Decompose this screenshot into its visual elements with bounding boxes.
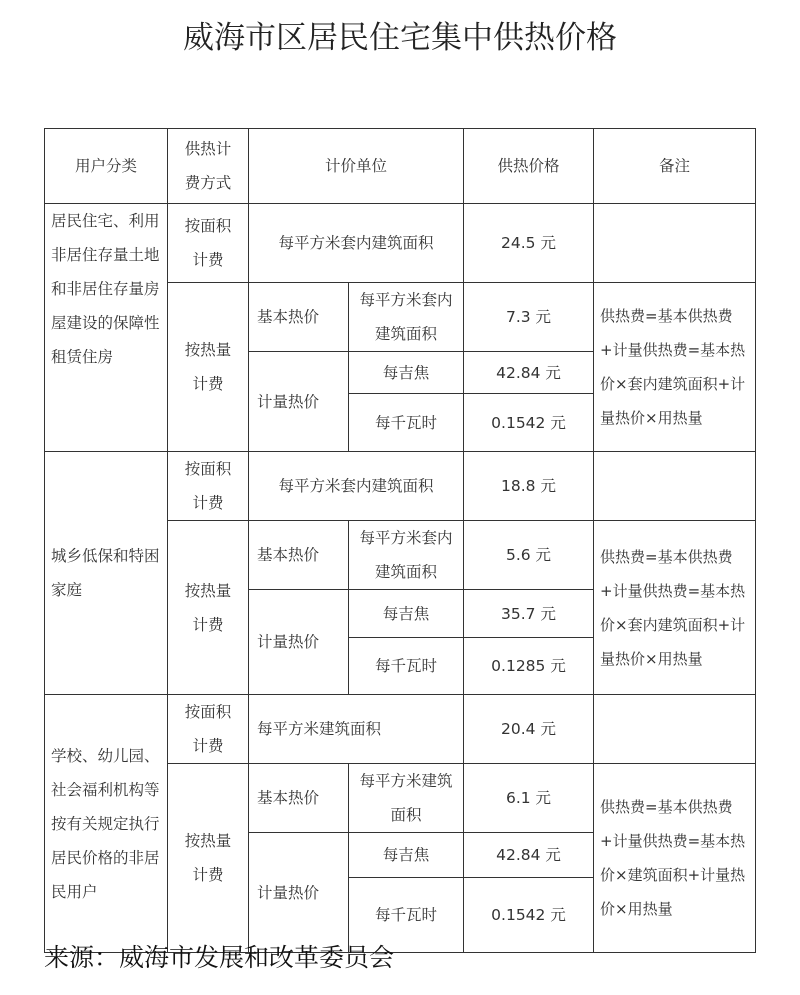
header-unit: 计价单位: [249, 129, 464, 204]
per-kwh-label: 每千瓦时: [349, 878, 464, 953]
note-cell: 供热费=基本供热费+计量供热费=基本热价×套内建筑面积+计量热价×用热量: [594, 283, 756, 452]
basic-price-label: 基本热价: [249, 521, 349, 590]
area-price-cell: 18.8 元: [464, 452, 594, 521]
per-kwh-label: 每千瓦时: [349, 394, 464, 452]
area-price-cell: 24.5 元: [464, 204, 594, 283]
note-cell: 供热费=基本供热费+计量供热费=基本热价×套内建筑面积+计量热价×用热量: [594, 521, 756, 695]
heat-billing-cell: 按热量计费: [168, 283, 249, 452]
basic-unit-cell: 每平方米套内建筑面积: [349, 521, 464, 590]
table-row: [45, 695, 756, 764]
basic-price-cell: 7.3 元: [464, 283, 594, 352]
area-billing-cell: 按面积计费: [168, 452, 249, 521]
metered-price-label: 计量热价: [249, 833, 349, 953]
area-unit-cell: 每平方米套内建筑面积: [249, 204, 464, 283]
per-kwh-label: 每千瓦时: [349, 638, 464, 695]
per-gj-label: 每吉焦: [349, 590, 464, 638]
table-row: [45, 452, 756, 521]
gj-price-cell: 42.84 元: [464, 352, 594, 394]
area-billing-cell: 按面积计费: [168, 204, 249, 283]
basic-unit-cell: 每平方米套内建筑面积: [349, 283, 464, 352]
category-cell: 城乡低保和特困家庭: [45, 452, 168, 695]
area-unit-cell: 每平方米建筑面积: [249, 695, 464, 764]
header-row: [45, 129, 756, 204]
header-note: 备注: [594, 129, 756, 204]
kwh-price-cell: 0.1285 元: [464, 638, 594, 695]
metered-price-label: 计量热价: [249, 352, 349, 452]
source-text: 来源：威海市发展和改革委员会: [44, 943, 395, 972]
heat-billing-cell: 按热量计费: [168, 521, 249, 695]
heating-price-table: [44, 128, 756, 953]
area-note-cell: [594, 695, 756, 764]
basic-price-label: 基本热价: [249, 283, 349, 352]
metered-price-label: 计量热价: [249, 590, 349, 695]
per-gj-label: 每吉焦: [349, 833, 464, 878]
category-cell: 学校、幼儿园、社会福利机构等按有关规定执行居民价格的非居民用户: [45, 695, 168, 953]
note-cell: 供热费=基本供热费+计量供热费=基本热价×建筑面积+计量热价×用热量: [594, 764, 756, 953]
kwh-price-cell: 0.1542 元: [464, 394, 594, 452]
area-note-cell: [594, 204, 756, 283]
area-price-cell: 20.4 元: [464, 695, 594, 764]
basic-price-label: 基本热价: [249, 764, 349, 833]
basic-price-cell: 5.6 元: [464, 521, 594, 590]
page-title: 威海市区居民住宅集中供热价格: [183, 20, 617, 56]
gj-price-cell: 42.84 元: [464, 833, 594, 878]
area-unit-cell: 每平方米套内建筑面积: [249, 452, 464, 521]
kwh-price-cell: 0.1542 元: [464, 878, 594, 953]
area-note-cell: [594, 452, 756, 521]
area-billing-cell: 按面积计费: [168, 695, 249, 764]
basic-price-cell: 6.1 元: [464, 764, 594, 833]
header-price: 供热价格: [464, 129, 594, 204]
gj-price-cell: 35.7 元: [464, 590, 594, 638]
category-cell: 居民住宅、利用非居住存量土地和非居住存量房屋建设的保障性租赁住房: [45, 204, 168, 452]
table-row: [45, 204, 756, 283]
header-method: 供热计费方式: [168, 129, 249, 204]
basic-unit-cell: 每平方米建筑面积: [349, 764, 464, 833]
heat-billing-cell: 按热量计费: [168, 764, 249, 953]
per-gj-label: 每吉焦: [349, 352, 464, 394]
header-category: 用户分类: [45, 129, 168, 204]
